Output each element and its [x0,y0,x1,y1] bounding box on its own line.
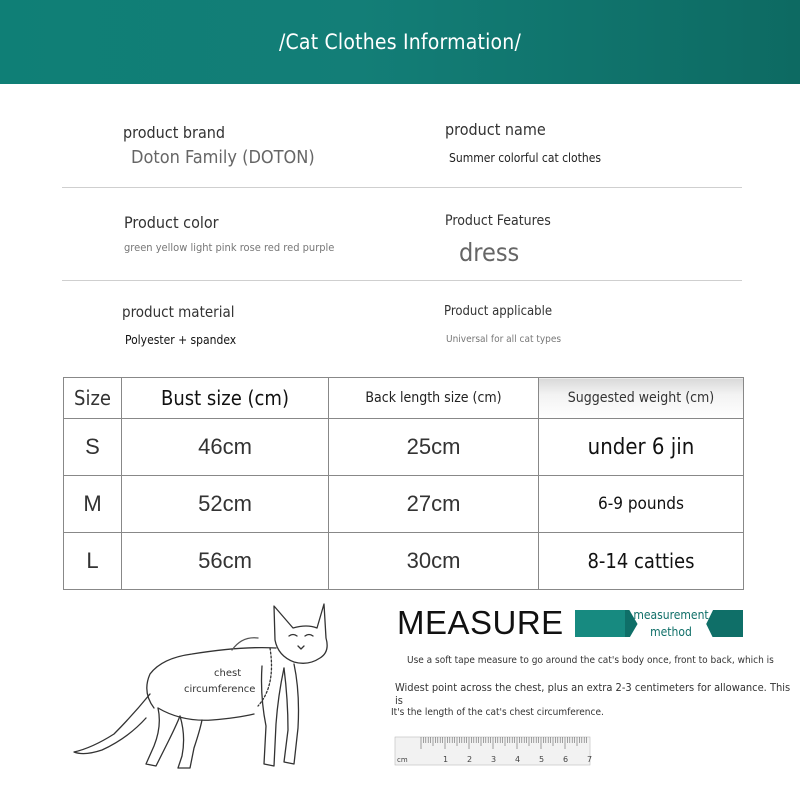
measure-text-line2: Widest point across the chest, plus an extra 2-3 centimeters for allowance. This is [395,681,791,707]
cat-illustration [62,596,362,776]
divider [62,280,742,281]
material-value: Polyester + spandex [125,333,237,347]
ruler-label: 2 [467,755,473,764]
header-back-length: Back length size (cm) [329,378,539,419]
applicable-value: Universal for all cat types [446,334,562,345]
header-bust: Bust size (cm) [122,378,329,419]
ruler-unit: cm [397,756,408,764]
measure-text-line1: Use a soft tape measure to go around the cat's body once, front to back, which is [407,655,774,666]
size-cell: L [64,533,122,590]
measure-badge [575,610,743,637]
color-value: green yellow light pink rose red red purple [124,241,335,254]
size-cell: M [64,476,122,533]
material-label: product material [122,303,235,321]
measure-text-line3: It's the length of the cat's chest circumference. [391,707,604,718]
applicable-label: Product applicable [444,304,553,319]
table-row [64,419,744,476]
size-cell: S [64,419,122,476]
badge-line1: measurement [633,608,709,622]
features-value: dress [459,238,520,267]
ruler-label: 6 [563,755,569,764]
color-label: Product color [124,213,219,232]
table-row [64,533,744,590]
badge-line2: method [650,625,692,639]
ruler-label: 7 [587,755,593,764]
name-value: Summer colorful cat clothes [449,151,601,165]
back-length-cell: 30cm [329,533,539,590]
bust-cell: 46cm [122,419,329,476]
page-title: /Cat Clothes Information/ [278,30,522,54]
circumference-label: circumference [184,684,256,695]
weight-cell: 8-14 catties [539,533,744,590]
ruler-label: 3 [491,755,497,764]
ruler-label: 1 [443,755,449,764]
header-size: Size [64,378,122,419]
table-header-row [64,378,744,419]
weight-cell: under 6 jin [539,419,744,476]
size-table [63,377,744,590]
back-length-cell: 25cm [329,419,539,476]
bust-cell: 52cm [122,476,329,533]
brand-value: Doton Family (DOTON) [131,147,315,168]
measure-title: MEASURE [397,604,564,641]
ruler-graphic [395,737,593,765]
chest-label: chest [214,668,242,679]
weight-cell: 6-9 pounds [539,476,744,533]
back-length-cell: 27cm [329,476,539,533]
header-banner [0,0,800,84]
ruler-label: 4 [515,755,521,764]
brand-label: product brand [123,123,226,142]
divider [62,187,742,188]
features-label: Product Features [445,213,551,229]
table-row [64,476,744,533]
ruler-label: 5 [539,755,545,764]
name-label: product name [445,120,546,139]
header-weight: Suggested weight (cm) [539,378,744,419]
bust-cell: 56cm [122,533,329,590]
